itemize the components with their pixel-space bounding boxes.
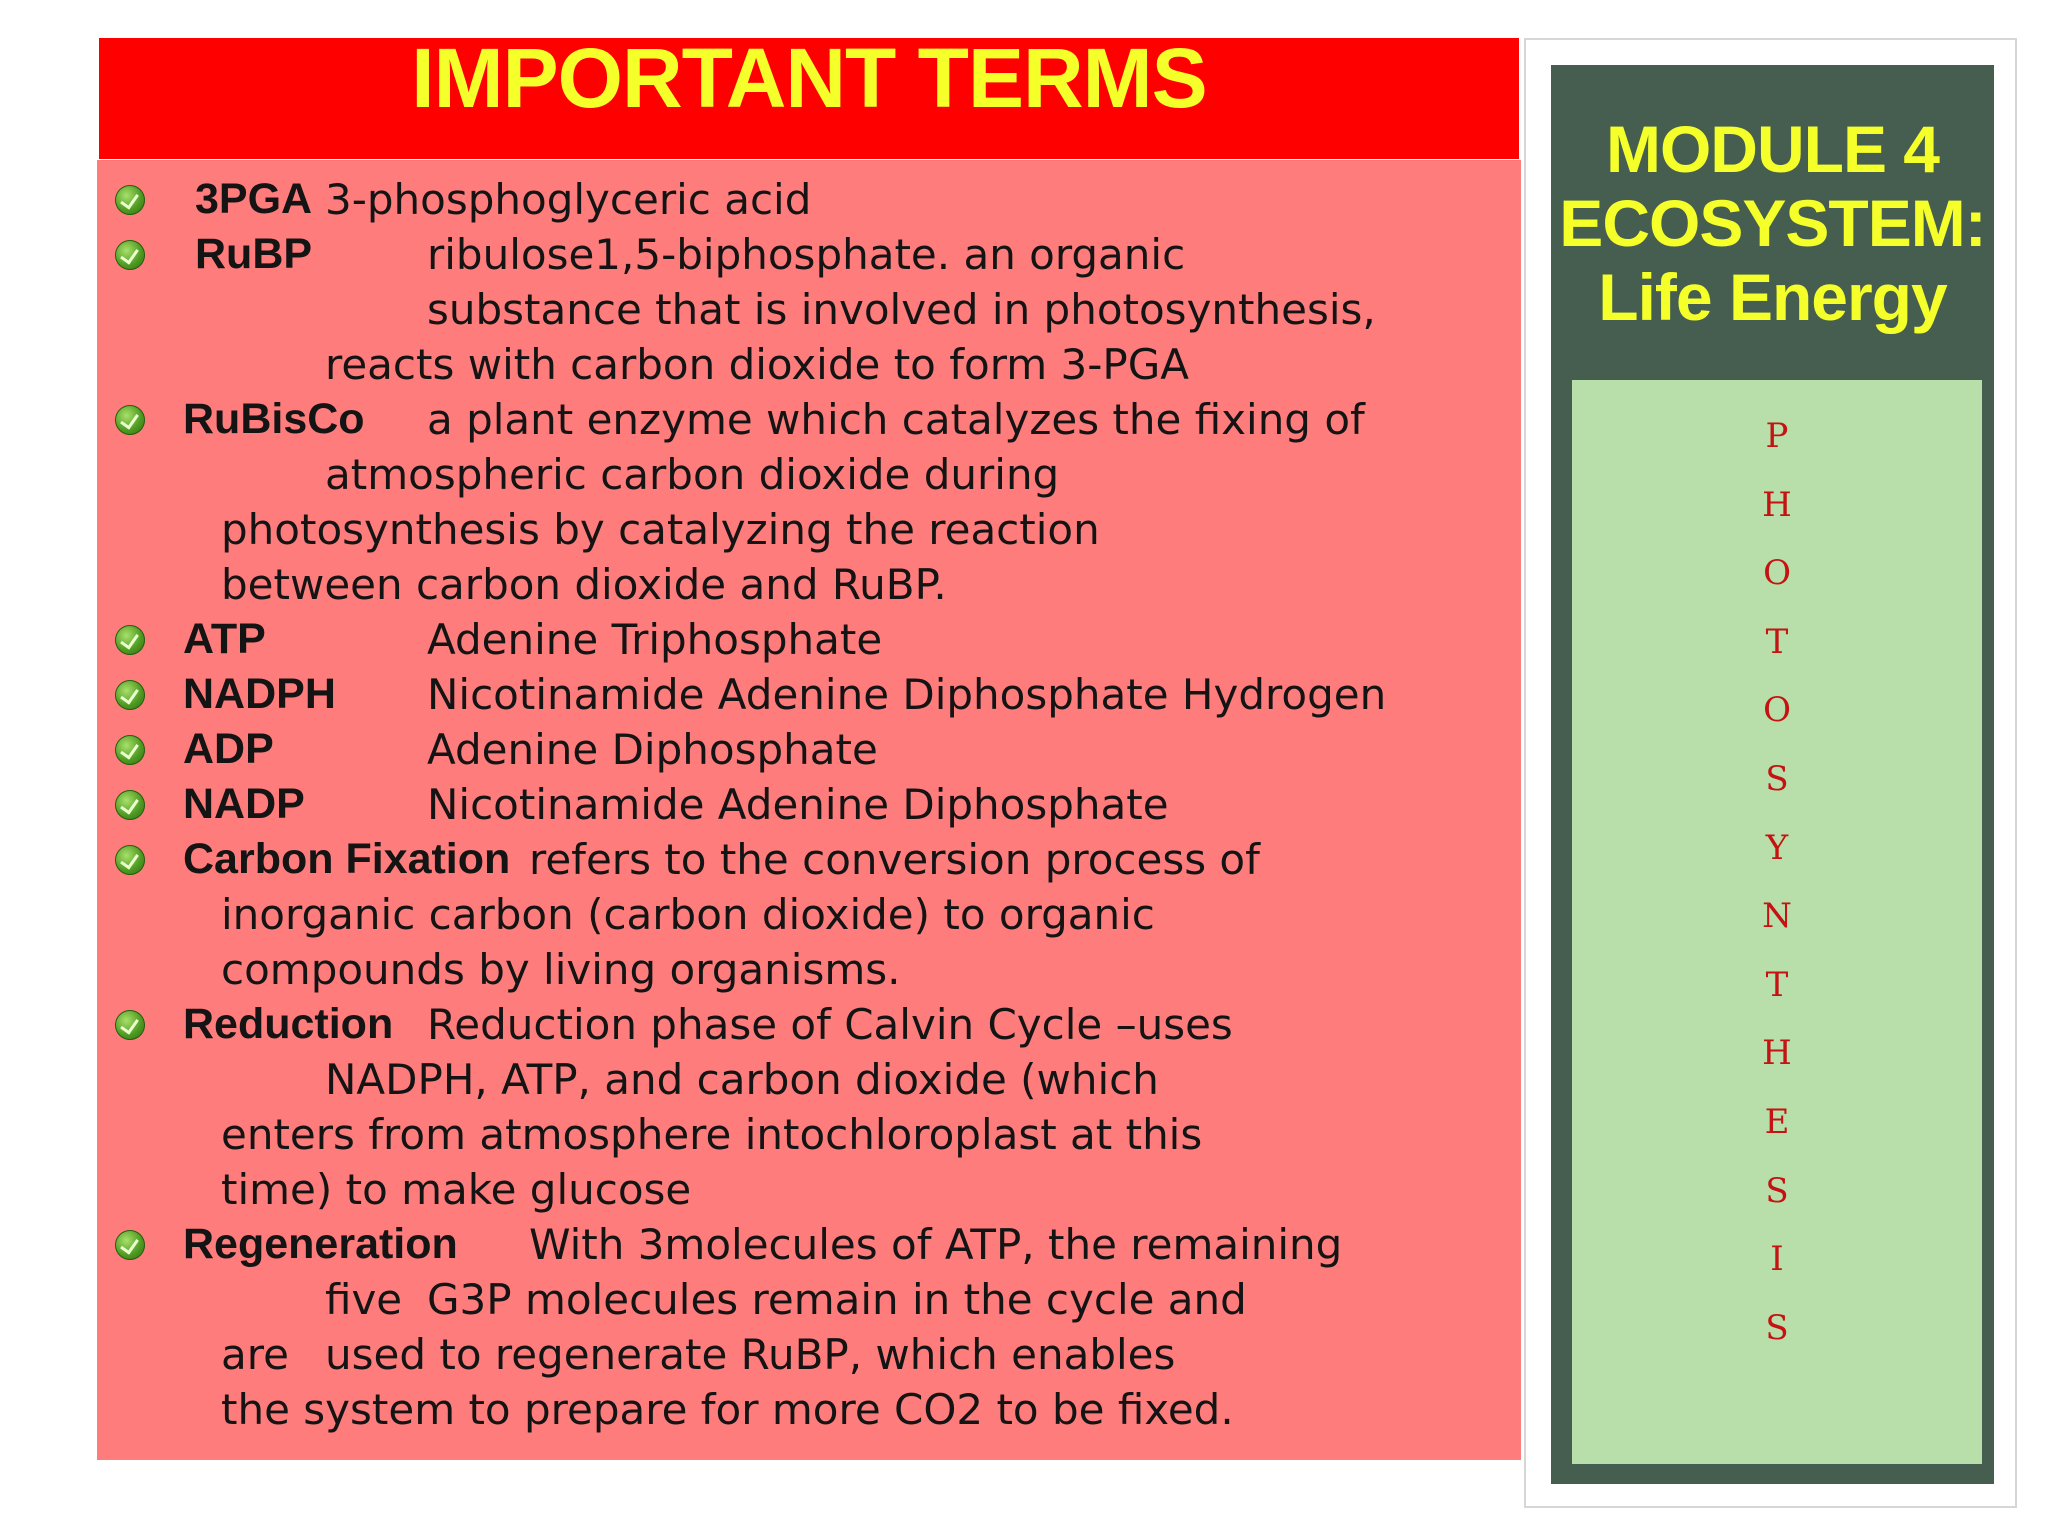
- term-definition: reacts with carbon dioxide to form 3-PGA: [325, 340, 1189, 389]
- green-leaf-bullet-icon: [115, 625, 145, 655]
- green-leaf-bullet-icon: [115, 1230, 145, 1260]
- topic-letter: H: [1762, 484, 1792, 525]
- module-title: [1551, 112, 1994, 334]
- term-definition: Nicotinamide Adenine Diphosphate Hydrogen: [427, 670, 1387, 719]
- topic-letter: S: [1765, 758, 1789, 799]
- term-label: ATP: [183, 615, 266, 663]
- topic-letter: I: [1770, 1239, 1784, 1280]
- term-definition: enters from atmosphere intochloroplast at this: [221, 1110, 1203, 1159]
- green-leaf-bullet-icon: [115, 680, 145, 710]
- green-leaf-bullet-icon: [115, 790, 145, 820]
- term-definition: inorganic carbon (carbon dioxide) to organic: [221, 890, 1155, 939]
- term-label: RuBisCo: [183, 395, 365, 443]
- green-leaf-bullet-icon: [115, 735, 145, 765]
- green-leaf-bullet-icon: [115, 845, 145, 875]
- term-label: RuBP: [195, 230, 313, 278]
- topic-letter: N: [1762, 896, 1792, 937]
- term-definition: time) to make glucose: [221, 1165, 692, 1214]
- green-leaf-bullet-icon: [115, 1010, 145, 1040]
- term-definition: substance that is involved in photosynthesis,: [427, 285, 1376, 334]
- vertical-topic-word: [1572, 402, 1982, 1362]
- green-leaf-bullet-icon: [115, 405, 145, 435]
- term-definition: five: [325, 1275, 403, 1324]
- term-label: Carbon Fixation: [183, 835, 511, 883]
- term-label: Regeneration: [183, 1220, 458, 1268]
- topic-letter: S: [1765, 1307, 1789, 1348]
- term-definition: Nicotinamide Adenine Diphosphate: [427, 780, 1169, 829]
- term-definition: are: [221, 1330, 289, 1379]
- term-definition: G3P molecules remain in the cycle and: [427, 1275, 1247, 1324]
- topic-letter: P: [1765, 416, 1789, 456]
- term-definition: 3-phosphoglyceric acid: [325, 175, 812, 224]
- term-definition: the system to prepare for more CO2 to be fixed.: [221, 1385, 1234, 1434]
- green-leaf-bullet-icon: [115, 185, 145, 215]
- term-label: NADPH: [183, 670, 336, 718]
- module-title-line: ECOSYSTEM:: [1559, 186, 1986, 260]
- term-definition: ribulose1,5-biphosphate. an organic: [427, 230, 1186, 279]
- topic-letter: O: [1763, 553, 1791, 594]
- term-label: ADP: [183, 725, 274, 773]
- topic-letter: Y: [1765, 827, 1789, 868]
- topic-letter: T: [1765, 621, 1789, 662]
- green-leaf-bullet-icon: [115, 240, 145, 270]
- term-definition: a plant enzyme which catalyzes the fixing of: [427, 395, 1365, 444]
- term-definition: atmospheric carbon dioxide during: [325, 450, 1060, 499]
- term-definition: NADPH, ATP, and carbon dioxide (which: [325, 1055, 1159, 1104]
- topic-letter: E: [1764, 1101, 1790, 1142]
- terms-list: [97, 160, 1521, 1460]
- topic-letter: S: [1765, 1170, 1789, 1211]
- topic-letter: T: [1765, 964, 1789, 1005]
- topic-letter: O: [1763, 690, 1791, 731]
- term-definition: With 3molecules of ATP, the remaining: [529, 1220, 1343, 1269]
- module-title-line: Life Energy: [1598, 260, 1947, 334]
- term-definition: between carbon dioxide and RuBP.: [221, 560, 947, 609]
- term-label: NADP: [183, 780, 305, 828]
- term-definition: Adenine Triphosphate: [427, 615, 883, 664]
- term-label: Reduction: [183, 1000, 394, 1048]
- term-definition: photosynthesis by catalyzing the reaction: [221, 505, 1100, 554]
- term-label: 3PGA: [195, 175, 313, 223]
- term-definition: used to regenerate RuBP, which enables: [325, 1330, 1176, 1379]
- term-definition: compounds by living organisms.: [221, 945, 901, 994]
- topic-letter: H: [1762, 1033, 1792, 1074]
- page-title: IMPORTANT TERMS: [99, 38, 1519, 159]
- term-definition: refers to the conversion process of: [529, 835, 1260, 884]
- topic-panel: [1572, 380, 1982, 1464]
- terms-panel: [97, 160, 1521, 1460]
- term-definition: Adenine Diphosphate: [427, 725, 878, 774]
- term-definition: Reduction phase of Calvin Cycle –uses: [427, 1000, 1233, 1049]
- module-title-line: MODULE 4: [1605, 112, 1940, 186]
